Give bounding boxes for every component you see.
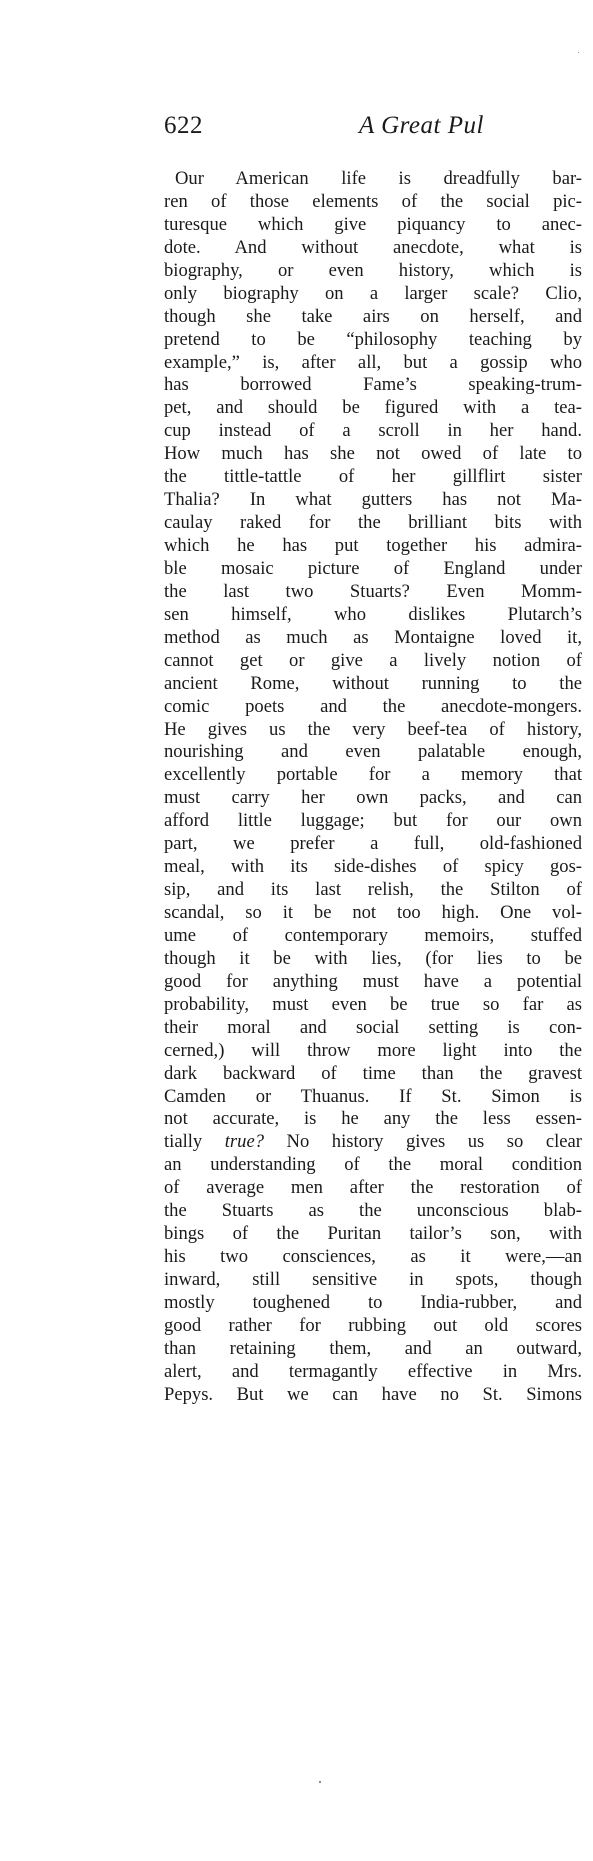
- text-line: Thalia? In what gutters has not Ma-: [164, 489, 582, 511]
- text-line: their moral and social setting is con-: [164, 1016, 582, 1038]
- line-prefix: tially: [164, 1131, 225, 1153]
- text-line: ume of contemporary memoirs, stuffed: [164, 924, 582, 946]
- text-line: ble mosaic picture of England under: [164, 557, 582, 579]
- line-suffix: No history gives us so clear: [286, 1131, 582, 1153]
- text-line: inward, still sensitive in spots, though: [164, 1269, 582, 1290]
- page-speck: [319, 1781, 321, 1783]
- italic-word: true?: [224, 1131, 264, 1153]
- text-line: the Stuarts as the unconscious blab-: [164, 1200, 582, 1222]
- text-line: his two consciences, as it were,—an: [164, 1246, 582, 1268]
- text-line: pretend to be “philosophy teaching by: [164, 328, 582, 350]
- text-line: though it be with lies, (for lies to be: [164, 947, 582, 969]
- text-line: sen himself, who dislikes Plutarch’s: [164, 603, 582, 625]
- text-line: good for anything must have a potential: [164, 970, 582, 992]
- text-line: not accurate, is he any the less essen-: [164, 1108, 582, 1130]
- text-line: biography, or even history, which is: [164, 259, 582, 281]
- text-line: must carry her own packs, and can: [164, 787, 582, 809]
- running-head: [164, 112, 593, 148]
- text-line-with-italic: [164, 1131, 582, 1154]
- text-line: bings of the Puritan tailor’s son, with: [164, 1223, 582, 1245]
- text-line: an understanding of the moral condition: [164, 1154, 582, 1176]
- text-line: Our American life is dreadfully bar-: [175, 168, 582, 189]
- text-line: cerned,) will throw more light into the: [164, 1039, 582, 1061]
- text-line: excellently portable for a memory that: [164, 764, 582, 786]
- text-line: turesque which give piquancy to anec-: [164, 213, 582, 235]
- text-line: the last two Stuarts? Even Momm-: [164, 580, 582, 602]
- text-line: dark backward of time than the gravest: [164, 1062, 582, 1084]
- text-line: pet, and should be figured with a tea-: [164, 397, 582, 419]
- text-line: cup instead of a scroll in her hand.: [164, 420, 582, 442]
- text-line: Pepys. But we can have no St. Simons: [164, 1383, 582, 1405]
- text-line: scandal, so it be not too high. One vol-: [164, 902, 582, 923]
- text-line: dote. And without anecdote, what is: [164, 236, 582, 258]
- page-number: 622: [164, 112, 203, 139]
- text-line: example,” is, after all, but a gossip who: [164, 351, 582, 373]
- text-line: cannot get or give a lively notion of: [164, 649, 582, 671]
- text-line: probability, must even be true so far as: [164, 993, 582, 1015]
- text-line: ancient Rome, without running to the: [164, 672, 582, 694]
- text-line: How much has she not owed of late to: [164, 443, 582, 465]
- text-line: meal, with its side-dishes of spicy gos-: [164, 856, 582, 878]
- text-line: mostly toughened to India-rubber, and: [164, 1291, 582, 1313]
- text-line: has borrowed Fame’s speaking-trum-: [164, 374, 582, 396]
- text-line: method as much as Montaigne loved it,: [164, 626, 582, 648]
- text-line: than retaining them, and an outward,: [164, 1337, 582, 1359]
- text-line: Camden or Thuanus. If St. Simon is: [164, 1085, 582, 1107]
- text-line: caulay raked for the brilliant bits with: [164, 512, 582, 534]
- text-line: though she take airs on herself, and: [164, 305, 582, 327]
- running-title: A Great Pul: [359, 112, 484, 139]
- text-line: comic poets and the anecdote-mongers.: [164, 695, 582, 717]
- text-line: nourishing and even palatable enough,: [164, 741, 582, 763]
- text-line: ren of those elements of the social pic-: [164, 190, 582, 212]
- page-speck: [578, 52, 579, 53]
- text-line: alert, and termagantly effective in Mrs.: [164, 1360, 582, 1382]
- line-gap: [264, 1131, 287, 1152]
- text-line: of average men after the restoration of: [164, 1177, 582, 1199]
- body-paragraph: [164, 168, 582, 1407]
- text-line: which he has put together his admira-: [164, 535, 582, 556]
- text-line: afford little luggage; but for our own: [164, 810, 582, 832]
- text-line: He gives us the very beef-tea of history,: [164, 718, 582, 740]
- text-line: the tittle-tattle of her gillflirt sister: [164, 466, 582, 488]
- text-line: part, we prefer a full, old-fashioned: [164, 833, 582, 855]
- text-line: sip, and its last relish, the Stilton of: [164, 879, 582, 901]
- text-line: good rather for rubbing out old scores: [164, 1314, 582, 1336]
- text-line: only biography on a larger scale? Clio,: [164, 282, 582, 304]
